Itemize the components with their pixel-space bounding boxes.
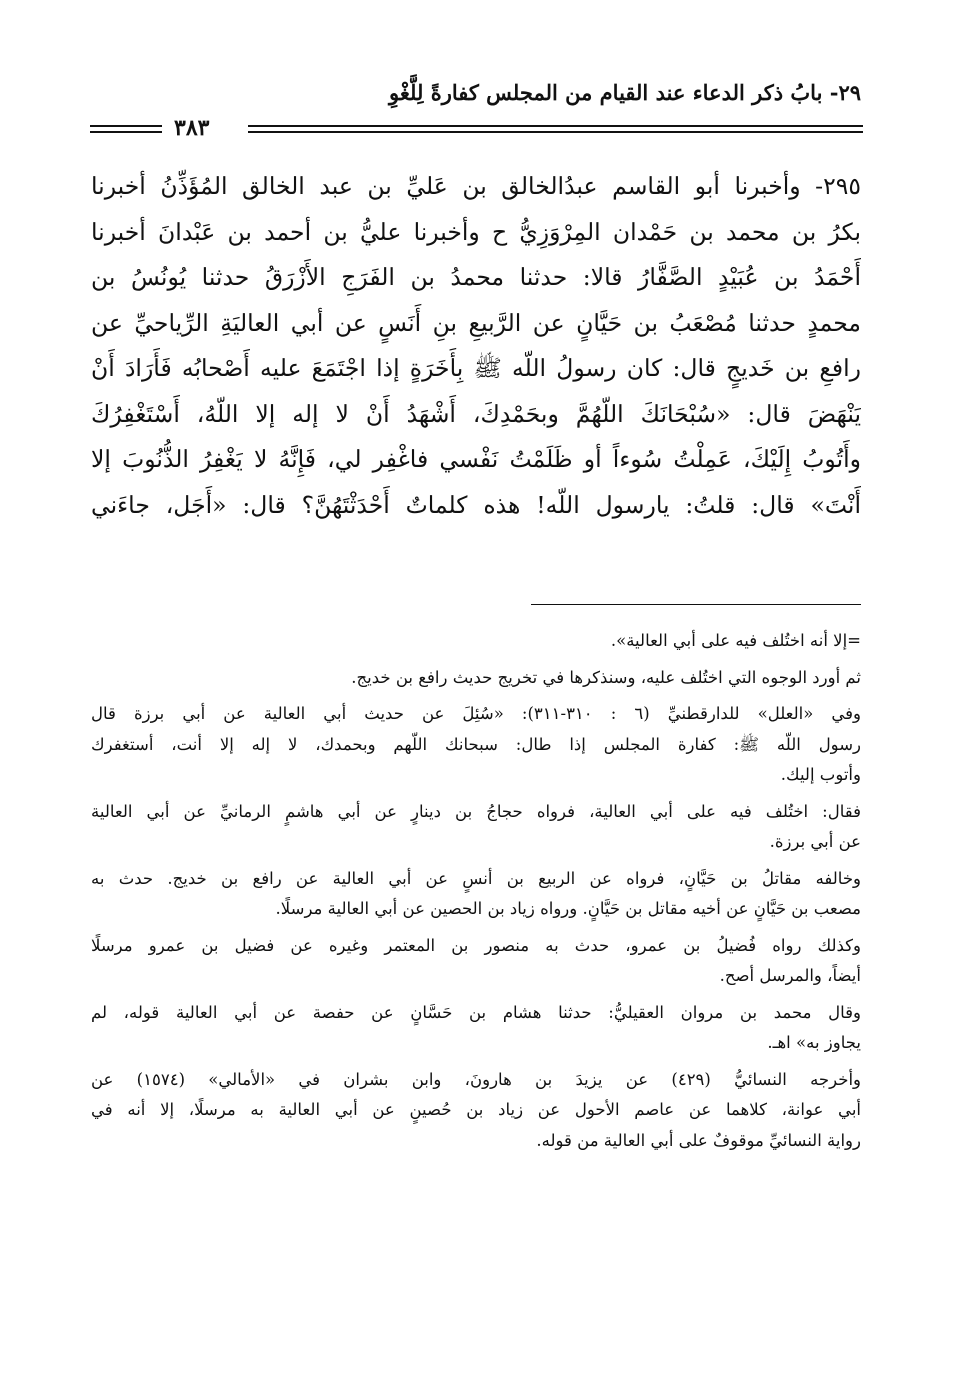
- hadith-line: يَنْهَضَ قال: «سُبْحَانَكَ اللّهُمَّ وبحَمْدِكَ، أَشْهَدُ أَنْ لا إله إلا اللّهُ، أَسْتَغْفِرُكَ: [91, 399, 861, 428]
- header-rule-right: [248, 125, 863, 127]
- footnote-paragraph: [91, 931, 861, 992]
- footnote-paragraph: [91, 699, 861, 791]
- footnote-line: مصعب بن حَيَّانٍ عن أخيه مقاتل بن حَيَّانٍ. ورواه زياد بن الحصين عن أبي العالية مرسلًا.: [275, 899, 861, 918]
- footnote-line: وقال محمد بن مروان العقيليُّ: حدثنا هشام بن حَسَّانٍ عن حفصة عن أبي العالية قوله، لم: [91, 1002, 861, 1022]
- footnote-paragraph: [91, 998, 861, 1059]
- footnote-line: رواية النسائيِّ موقوفٌ على أبي العالية من قوله.: [536, 1130, 861, 1150]
- footnote-line: ثم أورد الوجوه التي اختُلف عليه، وسنذكرها في تخريج حديث رافع بن خديج.: [351, 667, 861, 687]
- footnote-line: يجاوز به» اهـ.: [767, 1033, 861, 1052]
- footnote-line: وأتوب إليك.: [780, 765, 861, 784]
- footnote-paragraph: [91, 626, 861, 657]
- footnote-paragraph: [91, 864, 861, 925]
- hadith-line: ٢٩٥- وأخبرنا أبو القاسم عبدُالخالق بن عَليِّ بن عبد الخالق المُؤَذِّنُ أخبرنا: [91, 172, 861, 200]
- footnote-line: أيضاً، والمرسل أصح.: [719, 966, 861, 985]
- header-rule-left: [90, 125, 162, 127]
- footnote-line: =إلا أنه اختُلف فيه على أبي العالية».: [610, 631, 861, 650]
- page-number: ٣٨٣: [174, 115, 210, 141]
- footnote-line: وأخرجه النسائيُّ (٤٢٩) عن يزيدَ بن هارونَ، وابن بشران في «الأمالي» (١٥٧٤) عن: [91, 1069, 861, 1089]
- header-rule: [90, 115, 863, 141]
- chapter-heading: ٢٩- بابُ ذكر الدعاء عند القيام من المجلس كفارةً لِلَّغْوِ: [389, 80, 861, 105]
- footnotes: [91, 626, 861, 1162]
- footnote-line: فقال: اختُلف فيه على أبي العالية، فرواه حجاجُ بن دينارٍ عن أبي هاشمٍ الرمانيِّ عن أبي العالية: [91, 801, 861, 821]
- hadith-line: محمدٍ حدثنا مُصْعَبُ بن حَيَّانٍ عن الرَّبيعِ بنِ أَنَسٍ عن أبي العاليَةِ الرِّياحيِّ عن: [91, 308, 861, 337]
- hadith-line: أَنْتَ» قال: قلتُ: يارسول اللّه! هذه كلماتٌ أَحْدَثْتَهُنَّ؟ قال: «أَجَل، جاءَني: [91, 490, 861, 519]
- hadith-line: وأَتُوبُ إِلَيْكَ، عَمِلْتُ سُوءاً أو ظَلَمْتُ نَفْسي فاغْفِر لي، فَإِنَّهُ لا يَغْفِرُ الذُّنُوبَ إلا: [91, 445, 861, 473]
- hadith-line: أَحْمَدُ بن عُبَيْدٍ الصَّفَّارُ قالا: حدثنا محمدُ بن الفَرَجِ الأَزْرَقُ حدثنا يُونُسُ بن: [91, 263, 861, 291]
- footnote-line: وفي «العلل» للدارقطنيِّ (٦ : ٣١٠-٣١١): «سُئِلَ عن حديث أبي العالية عن أبي برزة قال: [91, 704, 861, 723]
- footnote-line: وخالفه مقاتلُ بن حَيَّانٍ، فرواه عن الربيع بن أنسٍ عن أبي العالية عن رافع بن خديج. حدث به: [91, 868, 861, 888]
- footnote-paragraph: [91, 797, 861, 858]
- footnote-line: أبي عوانة، كلاهما عن عاصم الأحول عن زياد بن حُصينٍ عن أبي العالية به مرسلًا، إلا أنه في: [91, 1100, 861, 1119]
- footnote-separator: [531, 604, 861, 605]
- hadith-line: بكرُ بن محمد بن حَمْدان المِرْوَزِيُّ ح وأخبرنا عليُّ بن أحمد بن عَبْدانَ أخبرنا: [91, 217, 861, 246]
- hadith-text: [91, 164, 861, 528]
- footnote-line: رسول اللّه ﷺ: كفارة المجلس إذا طال: سبحانك اللّهم وبحمدك، لا إله إلا أنت، أستغفرك: [91, 734, 861, 754]
- footnote-paragraph: [91, 1065, 861, 1157]
- footnote-line: وكذلك رواه فُضيلُ بن عمرو، حدث به منصور بن المعتمر وغيره عن فضيل بن عمرو مرسلًا: [91, 935, 861, 955]
- footnote-paragraph: [91, 663, 861, 694]
- footnote-line: عن أبي برزة.: [769, 832, 861, 851]
- hadith-line: رافعِ بن خَديجٍ قال: كان رسولُ اللّه ﷺ بِأَخَرَةٍ إذا اجْتَمَعَ عليه أَصْحابُه فَأَرَادَ أَنْ: [91, 354, 861, 382]
